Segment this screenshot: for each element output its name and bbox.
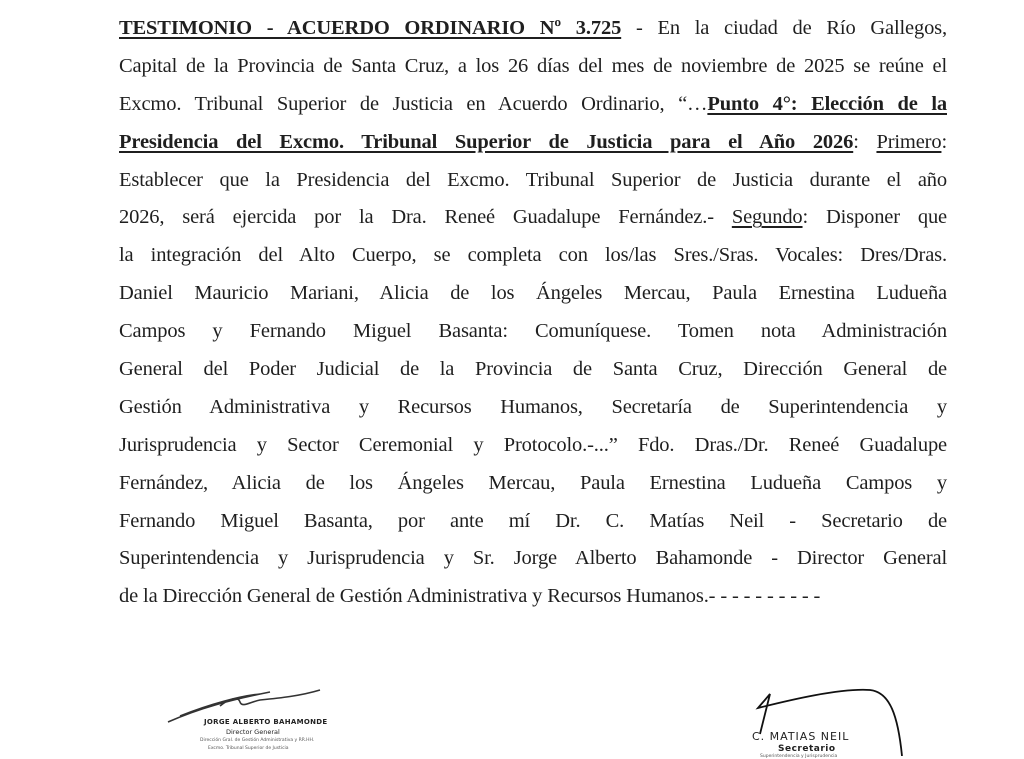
- body-text: Fernández, Alicia de los Ángeles Mercau, Paula Ernestina Ludueña Campos y: [119, 471, 947, 494]
- text-line: [119, 237, 947, 275]
- signer-office: Superintendencia y Jurisprudencia: [760, 754, 838, 759]
- signer-name: JORGE ALBERTO BAHAMONDE: [204, 718, 328, 726]
- body-text: 2026, será ejercida por la Dra. Reneé Guadalupe Fernández.-: [119, 206, 732, 229]
- text-line: [119, 427, 947, 465]
- body-text: Fernando Miguel Basanta, por ante mí Dr. C. Matías Neil - Secretario de: [119, 509, 947, 532]
- body-text: :: [853, 130, 877, 153]
- body-text: la integración del Alto Cuerpo, se completa con los/las Sres./Sras. Vocales: Dres/Dras.: [119, 244, 947, 267]
- text-line: [119, 10, 947, 48]
- text-line: [119, 86, 947, 124]
- signer-role: Secretario: [778, 744, 836, 754]
- text-line: [119, 578, 947, 616]
- body-text: Establecer que la Presidencia del Excmo. Tribunal Superior de Justicia durante el año: [119, 168, 947, 191]
- body-text: Capital de la Provincia de Santa Cruz, a los 26 días del mes de noviembre de 2025 se reúne el: [119, 54, 947, 77]
- signer-office: Dirección Gral. de Gestión Administrativa y RR.HH.: [200, 738, 315, 743]
- body-text: : Disponer que: [802, 206, 947, 229]
- text-line: [119, 503, 947, 541]
- text-line: [119, 389, 947, 427]
- heading-text: TESTIMONIO - ACUERDO ORDINARIO Nº 3.725: [119, 17, 622, 39]
- body-text: Gestión Administrativa y Recursos Humanos, Secretaría de Superintendencia y: [119, 395, 947, 418]
- body-text: Superintendencia y Jurisprudencia y Sr. Jorge Alberto Bahamonde - Director General: [119, 547, 947, 570]
- body-text: de la Dirección General de Gestión Administrativa y Recursos Humanos.- - - - - - - - - -: [119, 585, 821, 608]
- body-text: :: [941, 130, 947, 153]
- body-text: Jurisprudencia y Sector Ceremonial y Protocolo.-...” Fdo. Dras./Dr. Reneé Guadalupe: [119, 433, 947, 456]
- heading-text: Presidencia del Excmo. Tribunal Superior de Justicia para el Año 2026: [119, 130, 854, 153]
- text-line: [119, 275, 947, 313]
- signer-name: C. MATIAS NEIL: [752, 730, 850, 743]
- underlined-text: Primero: [876, 130, 942, 153]
- body-text: General del Poder Judicial de la Provincia de Santa Cruz, Dirección General de: [119, 358, 947, 381]
- text-line: [119, 540, 947, 578]
- body-text: - En la ciudad de Río Gallegos,: [621, 17, 947, 39]
- heading-text: Punto 4°: Elección de la: [707, 92, 947, 115]
- signer-role: Director General: [226, 728, 280, 736]
- text-line: [119, 162, 947, 200]
- body-text: Excmo. Tribunal Superior de Justicia en Acuerdo Ordinario, “…: [119, 92, 708, 115]
- text-line: [119, 48, 947, 86]
- signer-institution: Excmo. Tribunal Superior de Justicia: [208, 746, 289, 751]
- body-text: Campos y Fernando Miguel Basanta: Comuníquese. Tomen nota Administración: [119, 320, 947, 343]
- body-text: Daniel Mauricio Mariani, Alicia de los Ángeles Mercau, Paula Ernestina Ludueña: [119, 282, 947, 305]
- text-line: [119, 199, 947, 237]
- text-line: [119, 124, 947, 162]
- text-line: [119, 465, 947, 503]
- text-line: [119, 351, 947, 389]
- underlined-text: Segundo: [731, 206, 803, 229]
- text-line: [119, 313, 947, 351]
- document-body: [119, 10, 947, 616]
